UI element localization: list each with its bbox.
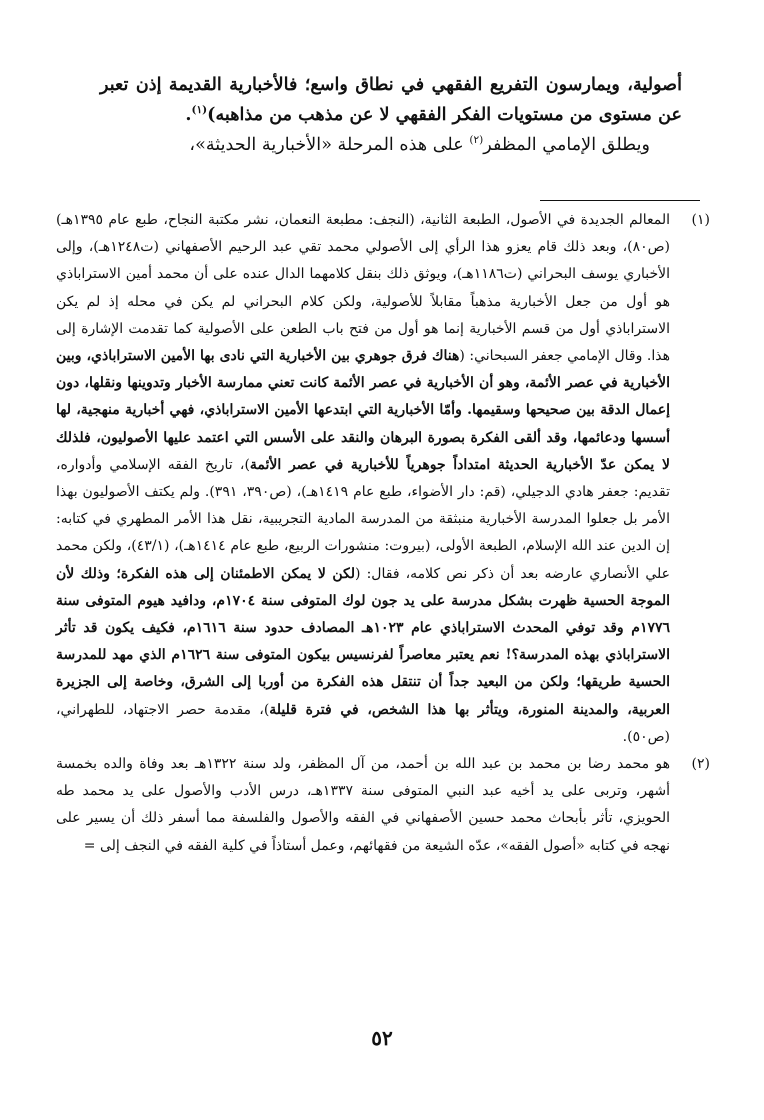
page-number: ٥٢ — [371, 1026, 393, 1050]
footnotes — [56, 207, 710, 860]
footnote-text — [56, 751, 670, 860]
main-paragraph-1-text: أصولية، ويمارسون التفريع الفقهي في نطاق واسع؛ فالأخبارية القديمة إذن تعبر عن مستوى من مستويات الفكر الفقهي لا عن مذهب من مذاهبه) — [100, 74, 682, 125]
main-paragraph-2-text-a: ويطلق الإمامي المظفر — [483, 135, 650, 155]
footnote-plain: هو محمد رضا بن محمد بن عبد الله بن أحمد، من آل المظفر، ولد سنة ١٣٢٢هـ بعد وفاة والده بخمسة أشهر، وتربى على يد أخيه عبد النبي المتوفى سنة ١٣٣٧هـ، درس الأدب والأصول على يد محمد طه الحويزي، تأثر بأبحاث محمد حسين الأصفهاني في الفقه والأصول والفلسفة مما أسفر ذلك أن يسير على نهجه في كتابه «أصول الفقه»، عدّه الشيعة من فقهائهم، وعمل أستاذاً في كلية الفقه في النجف إلى = — [56, 756, 670, 854]
main-paragraph-1-end: . — [185, 104, 192, 125]
footnote-ref-1: (١) — [191, 104, 208, 117]
footnote-quote-bold: لكن لا يمكن الاطمئنان إلى هذه الفكرة؛ وذلك لأن الموجة الحسية ظهرت بشكل مدرسة على يد جون لوك المتوفى سنة ١٧٠٤م، ودافيد هيوم المتوفى سنة ١٧٧٦م وقد توفي المحدث الاستراباذي عام ١٠٢٣هـ المصادف حدود سنة ١٦١٦م، فكيف يكون قد تأثر الاستراباذي بهذه المدرسة؟! نعم يعتبر معاصراً لفرنسيس بيكون المتوفى سنة ١٦٢٦م الذي مهد للمدرسة الحسية طريقها؛ ولكن من البعيد جداً أن تنتقل هذه الفكرة من أوربا إلى الشرق، وخاصة إلى الجزيرة العربية، والمدينة المنورة، ويتأثر بها هذا الشخص، في فترة قليلة — [56, 565, 671, 718]
footnote-number: (١) — [691, 212, 710, 228]
main-paragraph-1 — [100, 70, 682, 130]
footnote-text — [56, 207, 670, 751]
footnote-1 — [56, 207, 710, 751]
footnote-plain: )، مقدمة حصر الاجتهاد، للطهراني، (ص٥٠). — [56, 701, 670, 745]
footnote-divider — [540, 200, 700, 201]
main-text — [100, 70, 682, 160]
main-paragraph-2 — [100, 130, 682, 160]
footnote-plain: المعالم الجديدة في الأصول، الطبعة الثانية، (النجف: مطبعة النعمان، نشر مكتبة النجاح، طبع عام ١٣٩٥هـ) (ص٨٠)، وبعد ذلك قام يعزو هذا الرأي إلى الأصولي محمد تقي عبد الرحيم الأصفهاني (ت١٢٤٨هـ)، وإلى الأخباري يوسف البحراني (ت١١٨٦هـ)، ويوثق ذلك بنقل كلامهما الدال عنده على أن محمد أمين الاستراباذي هو أول من جعل الأخبارية مذهباً مقابلاً للأصولية، ولكن كلام البحراني لم يكن في محله إذ لم يكن الاستراباذي أول من قسم الأخبارية إنما هو أول من فتح باب الطعن على الأصولية كما تقدمت الإشارة إلى هذا. وقال الإمامي جعفر السبحاني: ( — [56, 212, 671, 365]
footnote-number: (٢) — [691, 756, 710, 773]
footnote-quote-bold: هناك فرق جوهري بين الأخبارية التي نادى بها الأمين الاستراباذي، وبين الأخبارية في عصر الأئمة، وهو أن الأخبارية في عصر الأئمة كانت تعني ممارسة الأخبار وتدوينها ونقلها، دون إعمال الدقة بين صحيحها وسقيمها. وأمّا الأخبارية التي ابتدعها الأمين الاستراباذي، فهي أخبارية منهجية، لها أسسها ودعائمها، وقد ألقى الفكرة بصورة البرهان والنقد على الأسس التي اعتمد عليها الأصوليون، فلذلك لا يمكن عدّ الأخبارية الحديثة امتداداً جوهرياً للأخبارية في عصر الأئمة — [56, 348, 670, 473]
footnote-2 — [56, 751, 710, 860]
footnote-plain: )، تاريخ الفقه الإسلامي وأدواره، تقديم: جعفر هادي الدجيلي، (قم: دار الأضواء، طبع عام ١٤١٩هـ)، (ص٣٩٠، ٣٩١). ولم يكتف الأصوليون بهذا الأمر بل جعلوا المدرسة الأخبارية منبثقة من المدرسة المادية التجريبية، نقل هذا الأمر المطهري في كتابه: إن الدين عند الله الإسلام، الطبعة الأولى، (بيروت: منشورات الربيع، طبع عام ١٤١٤هـ)، (٤٣/١)، ولكن محمد علي الأنصاري عارضه بعد أن ذكر نص كلامه، فقال: ( — [56, 456, 671, 582]
footnote-ref-2: (٢) — [469, 134, 484, 147]
main-paragraph-2-text-b: على هذه المرحلة «الأخبارية الحديثة»، — [189, 135, 470, 155]
